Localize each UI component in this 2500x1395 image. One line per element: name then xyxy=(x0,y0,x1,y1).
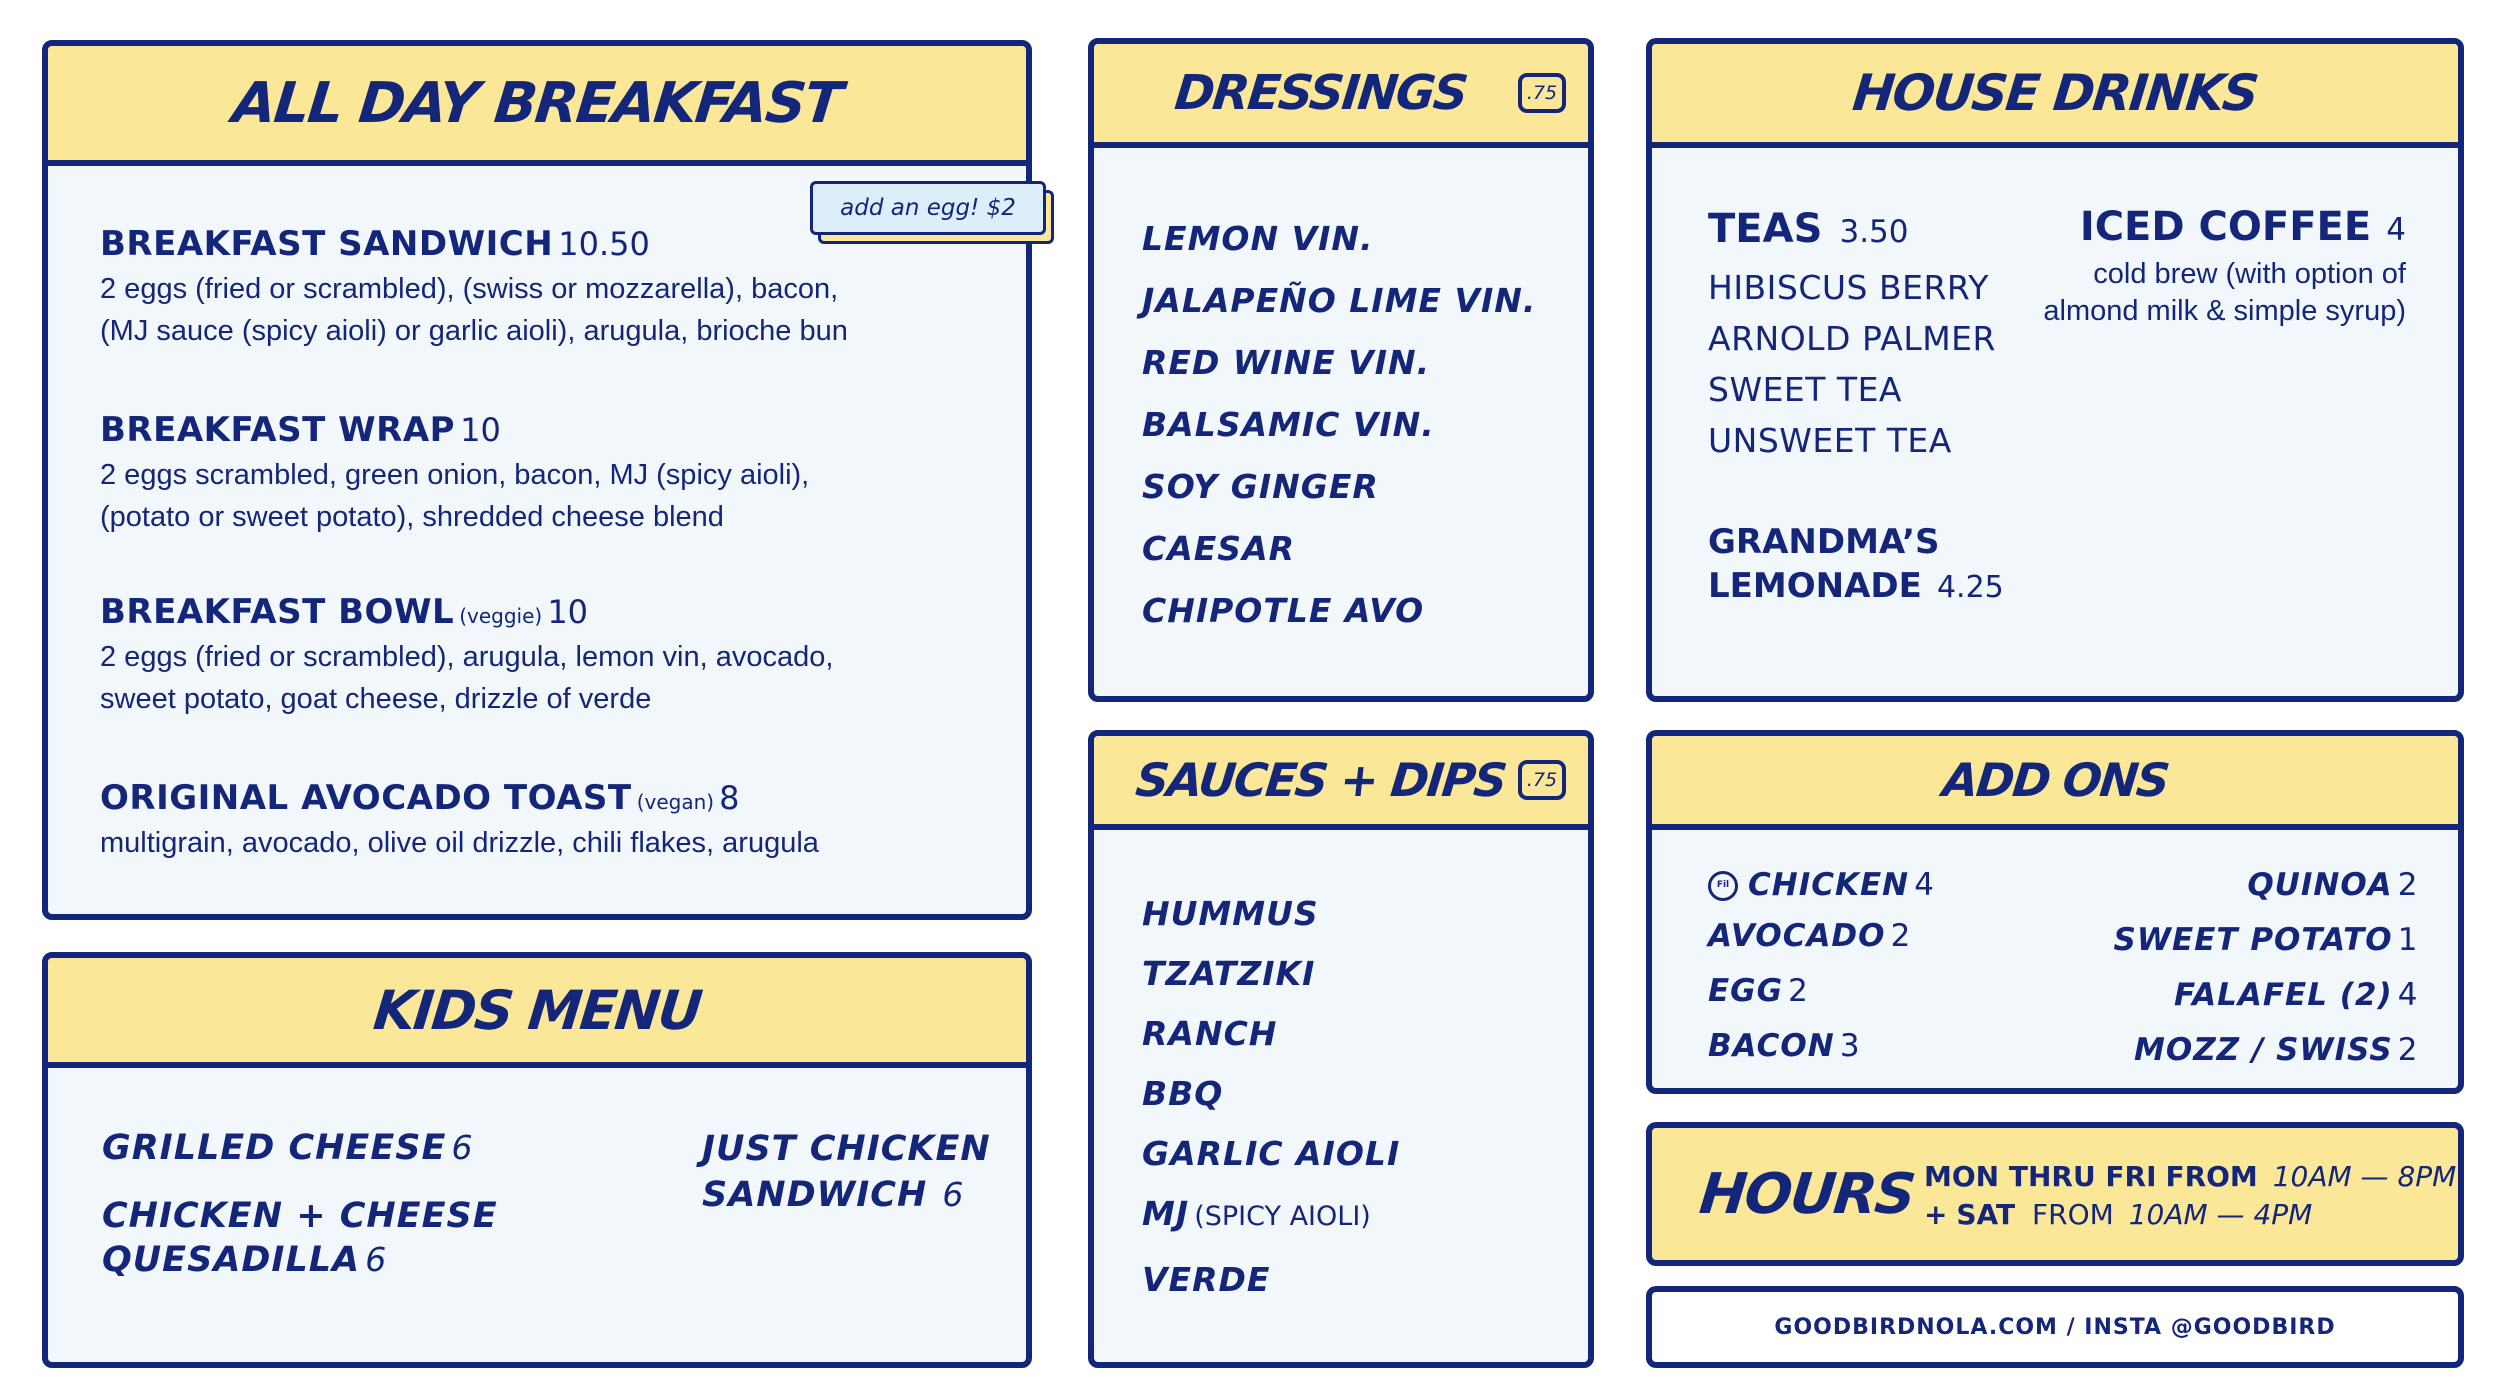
iced-coffee-desc: almond milk & simple syrup) xyxy=(2043,295,2406,327)
addon-name: QUINOA xyxy=(2247,867,2393,903)
item-name: BREAKFAST WRAP xyxy=(100,410,456,450)
add-egg-badge xyxy=(810,181,1046,235)
sauce-item: RANCH xyxy=(1142,1014,1278,1053)
sauce-item: VERDE xyxy=(1142,1260,1271,1299)
item-price: 10.50 xyxy=(558,225,650,263)
teas-section xyxy=(1708,204,1996,466)
kids-item-quesadilla xyxy=(102,1194,498,1288)
item-price: 8 xyxy=(719,779,740,817)
addon-name: CHICKEN xyxy=(1748,867,1910,903)
item-price: 6 xyxy=(451,1128,473,1167)
item-name: JUST CHICKEN xyxy=(702,1129,991,1169)
lemonade-name: GRANDMA’S xyxy=(1708,522,1940,562)
iced-coffee-price: 4 xyxy=(2386,212,2406,248)
iced-coffee-item xyxy=(2043,204,2406,330)
teas-price: 3.50 xyxy=(1839,214,1909,250)
addon-name: MOZZ / SWISS xyxy=(2134,1032,2393,1068)
item-desc: sweet potato, goat cheese, drizzle of verde xyxy=(100,683,652,715)
addons-panel xyxy=(1646,730,2464,1094)
drinks-panel xyxy=(1646,38,2464,702)
chicken-logo-text: Fil xyxy=(1716,880,1730,890)
dressing-item: JALAPEÑO LIME VIN. xyxy=(1142,281,1537,320)
addon-price: 2 xyxy=(2397,1032,2418,1068)
item-desc: multigrain, avocado, olive oil drizzle, chili flakes, arugula xyxy=(100,827,819,859)
item-price: 10 xyxy=(547,593,589,631)
sauce-item: MJ xyxy=(1142,1194,1190,1233)
drinks-title: HOUSE DRINKS xyxy=(1850,64,2260,122)
dressings-panel xyxy=(1088,38,1594,702)
sauces-panel xyxy=(1088,730,1594,1368)
breakfast-item-toast xyxy=(100,778,819,864)
hours-time: 10AM — 4PM xyxy=(2128,1198,2313,1231)
item-name: CHICKEN + CHEESE xyxy=(102,1196,498,1236)
addons-right-list xyxy=(2114,860,2418,1080)
dressing-item: RED WINE VIN. xyxy=(1142,343,1431,382)
addon-price: 4 xyxy=(1914,867,1935,903)
addon-price: 2 xyxy=(1890,918,1911,954)
addon-name: SWEET POTATO xyxy=(2113,922,2393,958)
kids-title: KIDS MENU xyxy=(370,978,704,1042)
addon-name: AVOCADO xyxy=(1708,918,1886,954)
item-desc: (potato or sweet potato), shredded cheese blend xyxy=(100,501,724,533)
item-name: BREAKFAST SANDWICH xyxy=(100,224,554,264)
dressings-header xyxy=(1094,44,1588,148)
hours-from: FROM xyxy=(2165,1160,2258,1193)
item-name: QUESADILLA xyxy=(102,1240,361,1280)
item-desc: 2 eggs (fried or scrambled), arugula, lemon vin, avocado, xyxy=(100,641,834,673)
lemonade-item xyxy=(1708,520,2004,614)
chicken-logo-icon xyxy=(1708,871,1738,901)
footer-text[interactable]: GOODBIRDNOLA.COM / INSTA @GOODBIRD xyxy=(1774,1314,2336,1340)
tea-item: HIBISCUS BERRY xyxy=(1708,268,1989,307)
breakfast-title: ALL DAY BREAKFAST xyxy=(229,70,845,136)
tea-item: ARNOLD PALMER xyxy=(1708,319,1996,358)
sauces-price-badge: .75 xyxy=(1518,760,1566,800)
kids-header xyxy=(48,958,1026,1068)
lemonade-name: LEMONADE xyxy=(1708,566,1922,606)
addon-name: FALAFEL (2) xyxy=(2173,977,2393,1013)
hours-from: FROM xyxy=(2032,1198,2114,1231)
breakfast-item-bowl xyxy=(100,592,833,720)
sauce-item: TZATZIKI xyxy=(1142,954,1316,993)
teas-label: TEAS xyxy=(1708,206,1823,252)
hours-title: HOURS xyxy=(1696,1162,1917,1227)
kids-item-grilled-cheese xyxy=(102,1128,473,1168)
kids-item-chicken-sandwich xyxy=(702,1126,991,1224)
hours-panel xyxy=(1646,1122,2464,1266)
item-desc: (MJ sauce (spicy aioli) or garlic aioli), arugula, brioche bun xyxy=(100,315,848,347)
sauce-item: BBQ xyxy=(1142,1074,1224,1113)
item-desc: 2 eggs scrambled, green onion, bacon, MJ (spicy aioli), xyxy=(100,459,810,491)
addon-price: 1 xyxy=(2397,922,2418,958)
add-egg-badge-text: add an egg! $2 xyxy=(840,195,1016,221)
dressing-item: SOY GINGER xyxy=(1142,467,1379,506)
breakfast-item-wrap xyxy=(100,410,809,538)
sauces-title: SAUCES + DIPS xyxy=(1133,753,1509,807)
item-price: 10 xyxy=(460,411,501,449)
iced-coffee-name: ICED COFFEE xyxy=(2079,204,2372,250)
item-price: 6 xyxy=(365,1240,387,1279)
hours-lines xyxy=(1924,1158,2456,1234)
hours-days: MON THRU FRI xyxy=(1924,1160,2157,1193)
dressing-item: CAESAR xyxy=(1142,529,1296,568)
item-note: (veggie) xyxy=(459,604,543,628)
footer-panel xyxy=(1646,1286,2464,1368)
tea-item: SWEET TEA xyxy=(1708,370,1903,409)
item-desc: 2 eggs (fried or scrambled), (swiss or mozzarella), bacon, xyxy=(100,273,839,305)
addon-price: 4 xyxy=(2397,977,2418,1013)
breakfast-item-sandwich xyxy=(100,224,848,352)
hours-time: 10AM — 8PM xyxy=(2272,1160,2457,1193)
addon-price: 2 xyxy=(2397,867,2418,903)
sauces-header xyxy=(1094,736,1588,830)
dressings-title: DRESSINGS xyxy=(1172,65,1470,121)
breakfast-header xyxy=(48,46,1026,166)
dressings-price-badge: .75 xyxy=(1518,73,1566,113)
iced-coffee-desc: cold brew (with option of xyxy=(2093,258,2406,290)
item-name: BREAKFAST BOWL xyxy=(100,592,455,632)
item-name: GRILLED CHEESE xyxy=(102,1128,447,1168)
sauce-item: GARLIC AIOLI xyxy=(1142,1134,1401,1173)
item-name: ORIGINAL AVOCADO TOAST xyxy=(100,778,632,818)
dressing-item: LEMON VIN. xyxy=(1142,219,1374,258)
sauces-list xyxy=(1142,884,1400,1310)
addon-name: BACON xyxy=(1708,1028,1835,1064)
addons-header xyxy=(1652,736,2458,830)
hours-days: SAT xyxy=(1956,1198,2016,1231)
drinks-header xyxy=(1652,44,2458,148)
addon-price: 3 xyxy=(1839,1028,1861,1064)
hours-plus: + xyxy=(1924,1198,1948,1231)
sauce-item: HUMMUS xyxy=(1142,894,1319,933)
item-note: (vegan) xyxy=(636,790,715,814)
lemonade-price: 4.25 xyxy=(1936,570,2004,605)
addon-name: EGG xyxy=(1708,973,1784,1009)
breakfast-panel xyxy=(42,40,1032,920)
kids-panel xyxy=(42,952,1032,1368)
addons-title: ADD ONS xyxy=(1939,753,2171,807)
dressings-list xyxy=(1142,208,1536,642)
addons-left-list xyxy=(1708,860,1934,1076)
item-price: 6 xyxy=(942,1175,964,1214)
tea-item: UNSWEET TEA xyxy=(1708,421,1952,460)
item-name: SANDWICH xyxy=(702,1175,928,1215)
dressing-item: CHIPOTLE AVO xyxy=(1142,591,1425,630)
dressing-item: BALSAMIC VIN. xyxy=(1142,405,1435,444)
sauce-item-note: (SPICY AIOLI) xyxy=(1194,1201,1371,1232)
addon-price: 2 xyxy=(1788,973,1809,1009)
